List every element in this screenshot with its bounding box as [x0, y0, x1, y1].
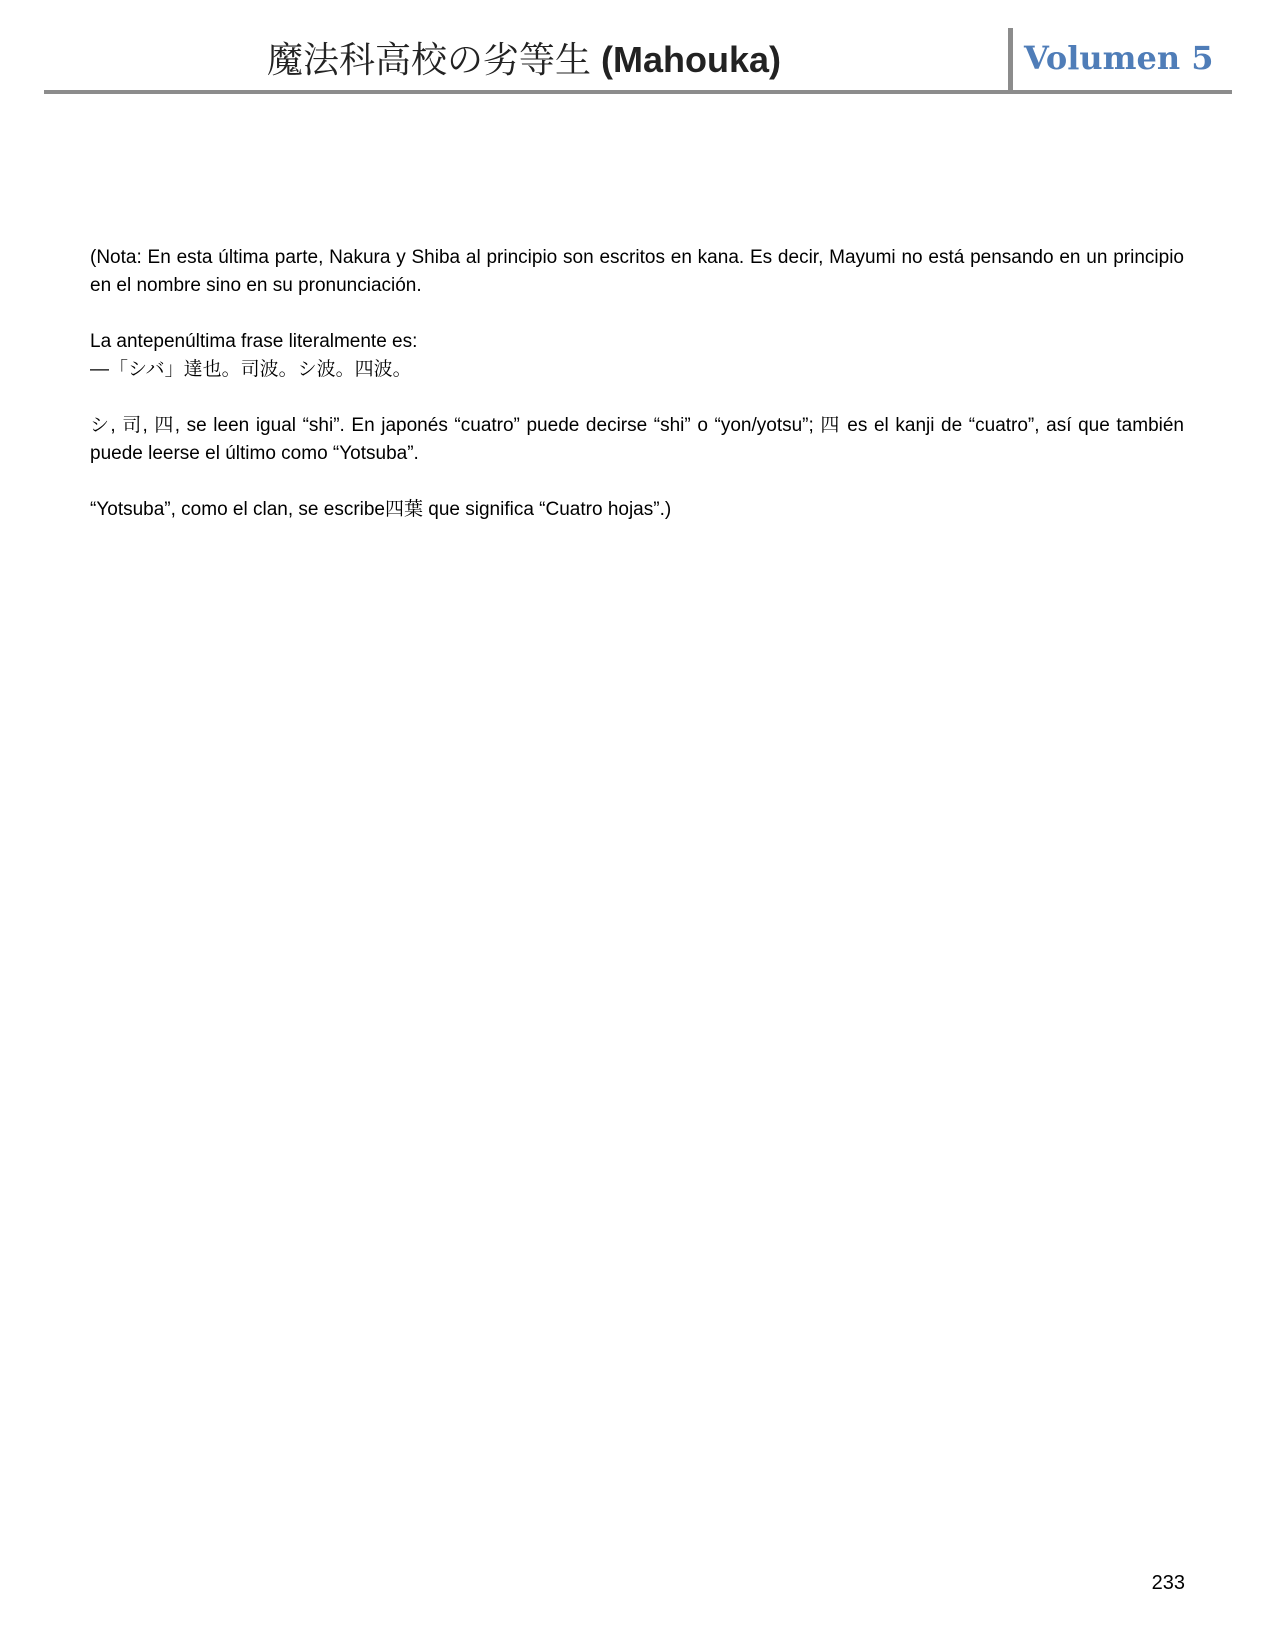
clan-paragraph: “Yotsuba”, como el clan, se escribe四葉 que significa “Cuatro hojas”.)	[90, 499, 672, 520]
book-title-latin: (Mahouka)	[601, 39, 782, 80]
page-body	[90, 244, 1184, 524]
book-title	[44, 38, 1004, 82]
phrase-japanese: —「シバ」達也。司波。シ波。四波。	[90, 359, 412, 380]
book-title-japanese: 魔法科高校の劣等生	[266, 39, 591, 80]
phrase-intro: La antepenúltima frase literalmente es:	[90, 331, 418, 352]
header-divider	[1008, 28, 1013, 90]
reading-paragraph: シ, 司, 四, se leen igual “shi”. En japonés “cuatro” puede decirse “shi” o “yon/yotsu”; 四 es el kanji de “cuatro”, así que también puede leerse el último como “Yotsuba”.	[90, 415, 1184, 464]
volume-label: Volumen 5	[1024, 39, 1214, 77]
note-paragraph: (Nota: En esta última parte, Nakura y Shiba al principio son escritos en kana. Es decir, Mayumi no está pensando en un principio en el nombre sino en su pronunciación.	[90, 247, 1184, 296]
page-number: 233	[1151, 1572, 1185, 1594]
page-header	[44, 28, 1232, 94]
